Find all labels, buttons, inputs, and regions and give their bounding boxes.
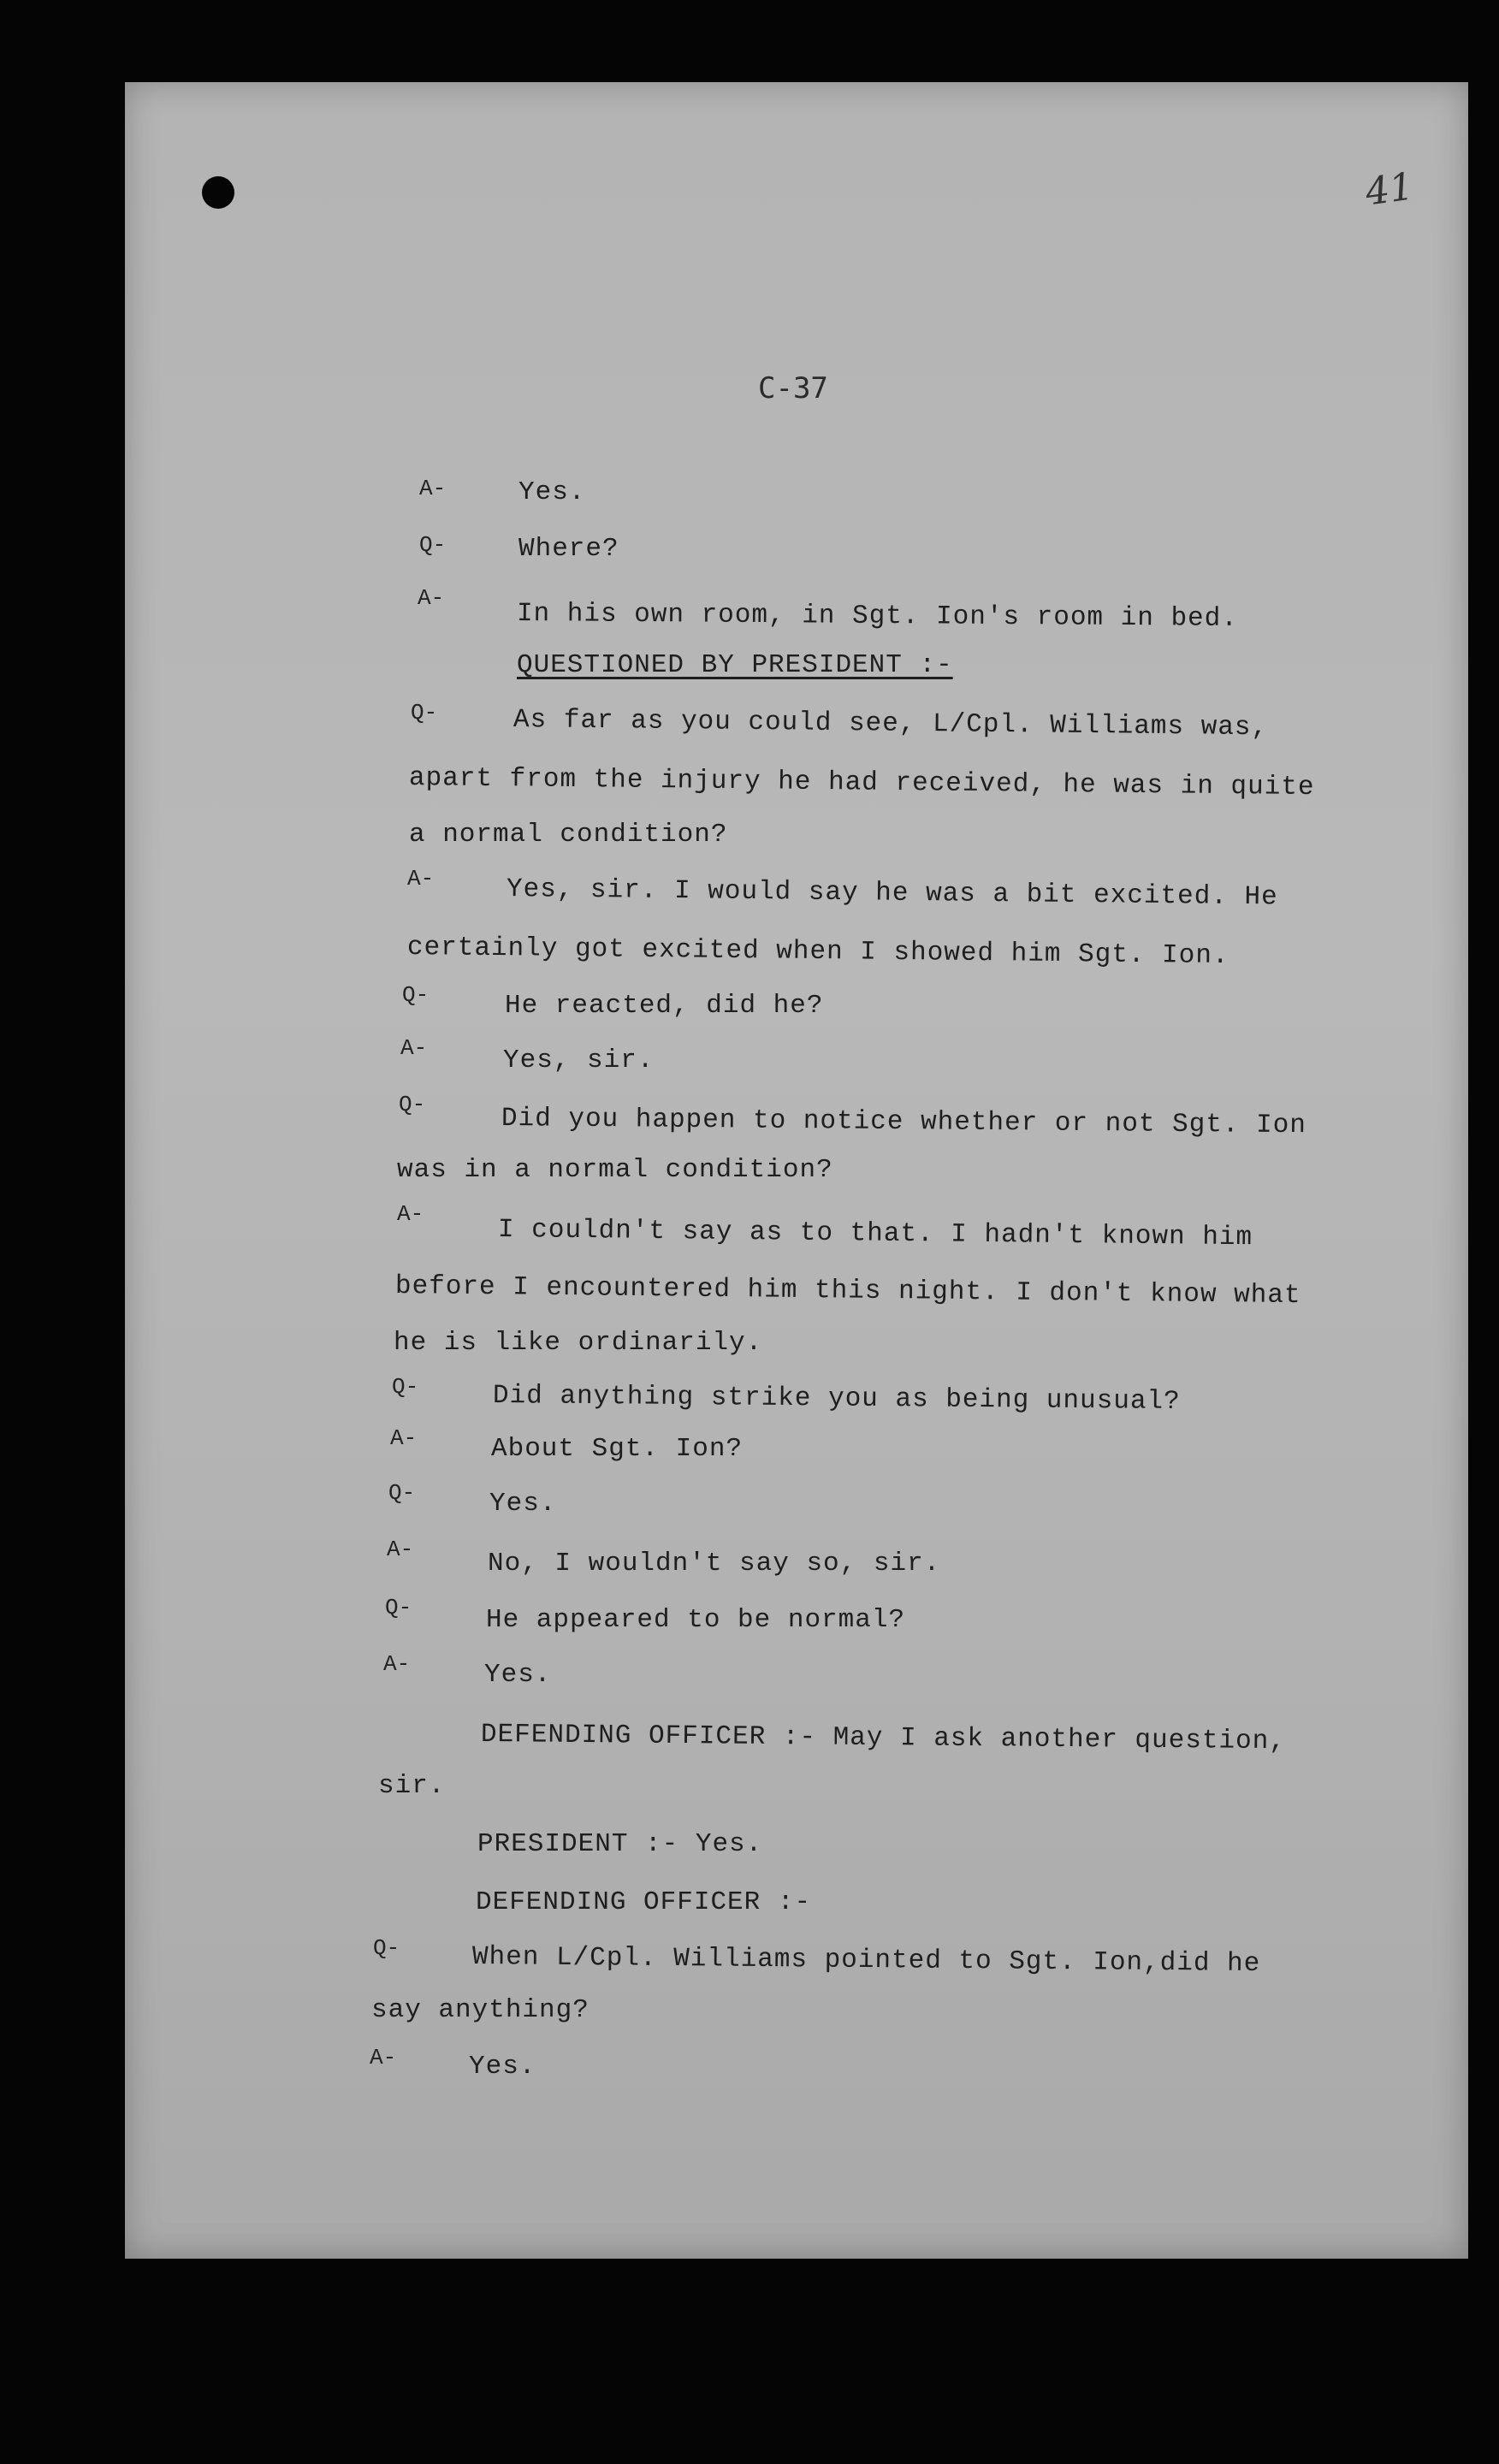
transcript-line: Yes. <box>469 2052 536 2082</box>
punch-hole-mark <box>202 176 234 209</box>
transcript-line: Did anything strike you as being unusual? <box>492 1381 1181 1418</box>
speaker-marker: A- <box>383 1651 411 1677</box>
punch-hole-mark <box>65 1987 94 2028</box>
transcript-line: About Sgt. Ion? <box>491 1434 744 1464</box>
transcript-line: was in a normal condition? <box>397 1155 833 1185</box>
transcript-line: a normal condition? <box>409 820 728 850</box>
transcript-line: Yes, sir. I would say he was a bit excited. He <box>506 874 1278 913</box>
speaker-marker: Q- <box>388 1480 416 1506</box>
speaker-marker: A- <box>419 476 447 501</box>
transcript-line: PRESIDENT :- Yes. <box>477 1829 763 1859</box>
section-heading: QUESTIONED BY PRESIDENT :- <box>517 650 953 680</box>
page-number: C-37 <box>758 371 828 406</box>
transcript-line: Yes. <box>484 1660 552 1690</box>
speaker-marker: Q- <box>392 1374 419 1400</box>
speaker-marker: Q- <box>399 1092 426 1117</box>
transcript-line: Yes. <box>489 1489 557 1519</box>
speaker-marker: A- <box>400 1035 428 1061</box>
speaker-marker: A- <box>407 866 435 891</box>
transcript-line: No, I wouldn't say so, sir. <box>488 1549 941 1578</box>
speaker-marker: Q- <box>373 1935 400 1961</box>
speaker-marker: A- <box>390 1425 418 1451</box>
transcript-line: Did you happen to notice whether or not Sgt. Ion <box>501 1104 1307 1141</box>
transcript-line: before I encountered him this night. I don't know what <box>394 1271 1301 1312</box>
transcript-line: He appeared to be normal? <box>486 1605 906 1635</box>
transcript-line: sir. <box>378 1771 446 1801</box>
transcript-line: Yes. <box>518 477 586 507</box>
transcript-line: Where? <box>518 534 619 564</box>
transcript-line: As far as you could see, L/Cpl. Williams was, <box>513 705 1269 743</box>
transcript-line: certainly got excited when I showed him Sgt. Ion. <box>406 933 1229 972</box>
transcript-line: he is like ordinarily. <box>394 1328 763 1358</box>
speaker-marker: A- <box>418 585 445 611</box>
transcript-line: DEFENDING OFFICER :- <box>476 1887 812 1917</box>
transcript-line: Yes, sir. <box>503 1045 655 1075</box>
transcript-line: say anything? <box>371 1995 590 2025</box>
transcript-line: apart from the injury he had received, he was in quite <box>408 763 1315 803</box>
speaker-marker: Q- <box>385 1595 412 1620</box>
transcript-line: DEFENDING OFFICER :- May I ask another question, <box>480 1720 1287 1757</box>
transcript-line: I couldn't say as to that. I hadn't known him <box>497 1215 1253 1253</box>
speaker-marker: Q- <box>411 700 438 726</box>
speaker-marker: A- <box>370 2045 397 2070</box>
transcript-line: When L/Cpl. Williams pointed to Sgt. Ion,did he <box>471 1942 1261 1980</box>
folio-number: 41 <box>1362 164 1417 215</box>
transcript-line: He reacted, did he? <box>505 991 824 1021</box>
speaker-marker: Q- <box>419 532 447 558</box>
speaker-marker: A- <box>387 1537 414 1562</box>
transcript-line: In his own room, in Sgt. Ion's room in bed. <box>516 599 1239 634</box>
speaker-marker: Q- <box>402 982 430 1008</box>
speaker-marker: A- <box>397 1201 424 1227</box>
